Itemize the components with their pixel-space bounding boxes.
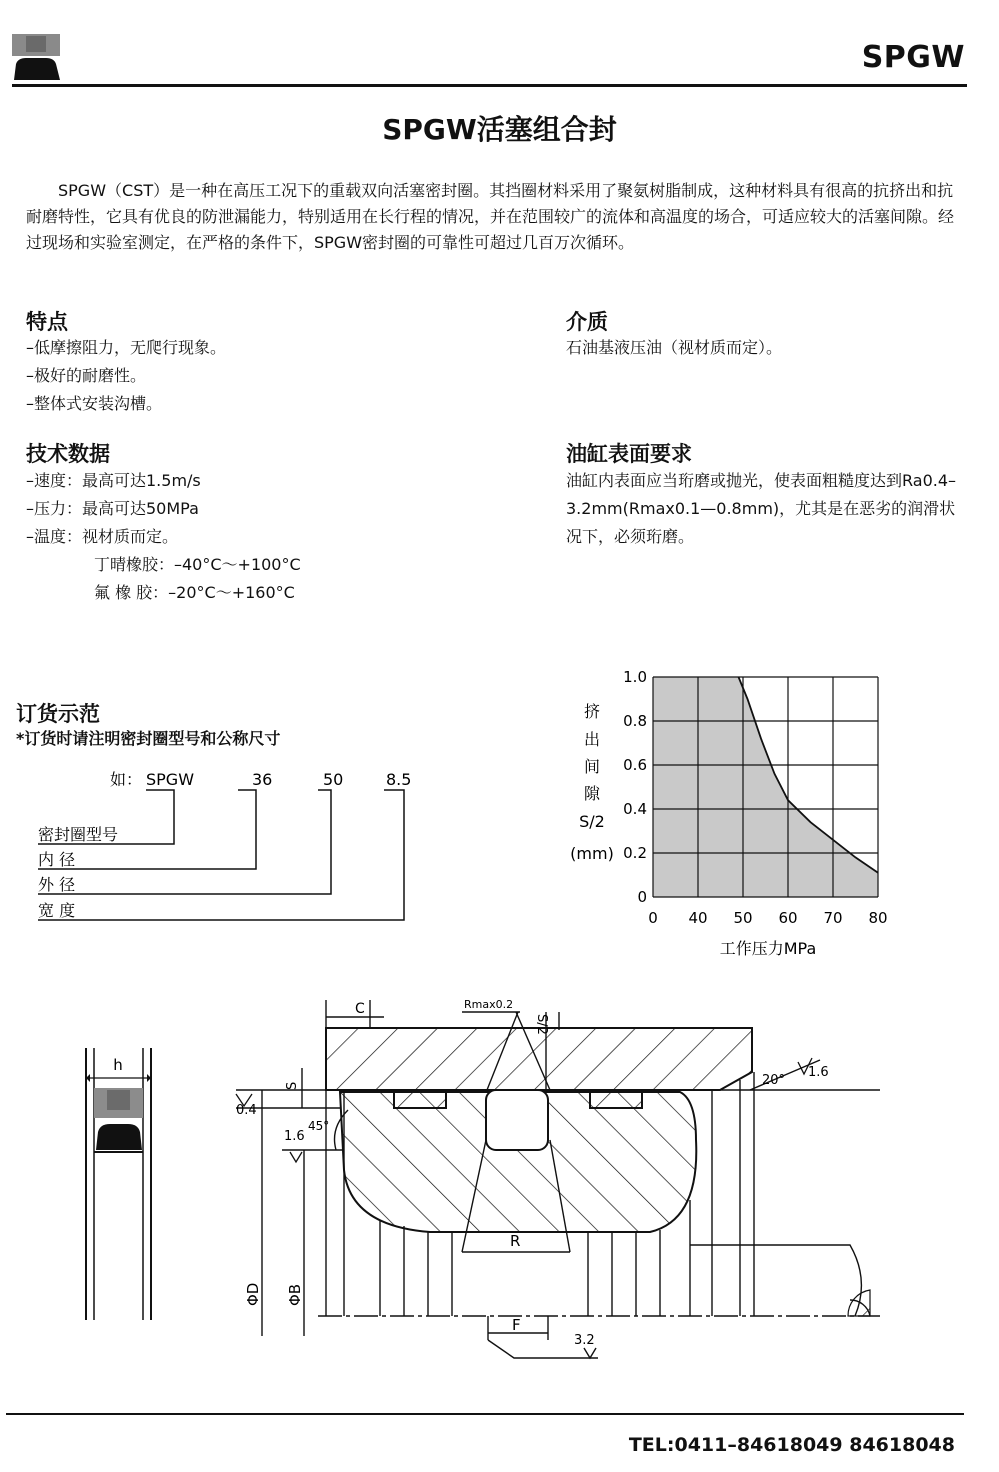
list-item: 氟 橡 胶：–20°C～+160°C — [94, 583, 295, 602]
y-tick-label: 0.4 — [623, 800, 647, 818]
brand-logo-icon — [12, 34, 64, 82]
extrusion-gap-chart — [560, 660, 900, 960]
list-item: –速度：最高可达1.5m/s — [26, 471, 201, 490]
finish-16-left: 1.6 — [284, 1129, 305, 1144]
piston-body — [340, 1090, 696, 1232]
header-rule — [12, 84, 967, 87]
x-tick-label: 70 — [823, 909, 843, 927]
surface-heading: 油缸表面要求 — [566, 442, 692, 466]
dim-angle-20: 20° — [762, 1073, 786, 1088]
y-tick-label: 1.0 — [623, 668, 647, 686]
y-tick-label: 0 — [637, 888, 647, 906]
y-tick-label: 0.8 — [623, 712, 647, 730]
dim-s: S — [285, 1081, 300, 1090]
y-tick-label: 0.2 — [623, 844, 647, 862]
x-tick-label: 40 — [688, 909, 708, 927]
y-tick-label: 0.6 — [623, 756, 647, 774]
surface-text: 油缸内表面应当珩磨或抛光，使表面粗糙度达到Ra0.4–3.2mm(Rmax0.1—0.8mm)，尤其是在恶劣的润滑状况下，必须珩磨。 — [566, 471, 957, 546]
order-note: *订货时请注明密封圈型号和公称尺寸 — [16, 729, 281, 748]
order-example-diagram — [30, 760, 430, 930]
dim-h: h — [113, 1056, 123, 1074]
list-item: –极好的耐磨性。 — [26, 366, 147, 385]
order-heading: 订货示范 — [16, 702, 100, 726]
x-tick-label: 60 — [778, 909, 798, 927]
y-axis-label-part: (mm) — [570, 844, 614, 863]
intro-paragraph: SPGW（CST）是一种在高压工况下的重载双向活塞密封圈。其挡圈材料采用了聚氨树脂制成，这种材料具有很高的抗挤出和抗耐磨特性，它具有优良的防泄漏能力，特别适用在长行程的情况，并在范围较广的流体和高温度的场合，可适应较大的活塞间隙。经过现场和实验室测定，在严格的条件下，SPGW密封圈的可靠性可超过几百万次循环。 — [26, 181, 955, 252]
chart-plot-area — [653, 677, 878, 897]
media-heading: 介质 — [566, 310, 608, 334]
finish-04: 0.4 — [236, 1103, 257, 1118]
order-label-outer: 外 径 — [38, 875, 76, 894]
finish-16-right: 1.6 — [808, 1065, 829, 1080]
y-axis-label-part: 隙 — [583, 784, 601, 803]
order-code-inner: 36 — [252, 770, 273, 789]
installation-drawing — [0, 990, 999, 1370]
dim-rmax: Rmax0.2 — [464, 998, 514, 1011]
x-tick-label: 0 — [648, 909, 658, 927]
order-code-width: 8.5 — [386, 770, 412, 789]
list-item: –整体式安装沟槽。 — [26, 394, 163, 413]
y-axis-label-part: 挤 — [583, 702, 601, 721]
order-label-model: 密封圈型号 — [38, 825, 119, 844]
footer-tel: TEL:0411–84618049 84618048 — [628, 1434, 955, 1456]
dim-c: C — [355, 1001, 365, 1017]
chart-area-fill — [653, 677, 878, 897]
dim-f: F — [512, 1316, 521, 1334]
media-text: 石油基液压油（视材质而定）。 — [566, 338, 783, 357]
list-item: 丁晴橡胶：–40°C～+100°C — [94, 555, 301, 574]
rod-section — [848, 1290, 870, 1316]
order-prefix: 如： — [110, 770, 143, 789]
footer-rule — [6, 1413, 964, 1415]
dim-phi-d: ΦD — [244, 1282, 262, 1306]
y-tick-labels — [623, 668, 647, 906]
list-item: –低摩擦阻力，无爬行现象。 — [26, 338, 227, 357]
x-tick-labels — [648, 909, 887, 927]
x-axis-label: 工作压力MPa — [719, 939, 817, 958]
x-tick-label: 50 — [733, 909, 753, 927]
tech-list — [26, 467, 301, 607]
cylinder-body — [326, 1028, 752, 1090]
page-title: SPGW活塞组合封 — [382, 113, 617, 146]
y-axis-label-part: 出 — [583, 730, 601, 749]
dim-angle-45: 45° — [308, 1119, 330, 1133]
y-axis-label — [570, 702, 614, 863]
y-axis-label-part: S/2 — [579, 812, 605, 831]
order-code-outer: 50 — [323, 770, 344, 789]
tech-heading: 技术数据 — [26, 442, 110, 466]
dim-s-half: S/2 — [534, 1014, 549, 1035]
order-label-width: 宽 度 — [38, 901, 76, 920]
features-list — [26, 334, 226, 418]
list-item: –压力：最高可达50MPa — [26, 499, 199, 518]
order-code-model: SPGW — [146, 770, 195, 789]
product-code: SPGW — [861, 40, 965, 75]
order-label-inner: 内 径 — [38, 850, 76, 869]
y-axis-label-part: 间 — [583, 757, 601, 776]
seal-section-icon — [86, 1048, 151, 1320]
dim-r: R — [510, 1232, 521, 1250]
dim-phi-b: ΦB — [286, 1283, 304, 1306]
x-tick-label: 80 — [868, 909, 888, 927]
features-heading: 特点 — [26, 310, 68, 334]
finish-32: 3.2 — [574, 1333, 595, 1348]
list-item: –温度：视材质而定。 — [26, 527, 179, 546]
